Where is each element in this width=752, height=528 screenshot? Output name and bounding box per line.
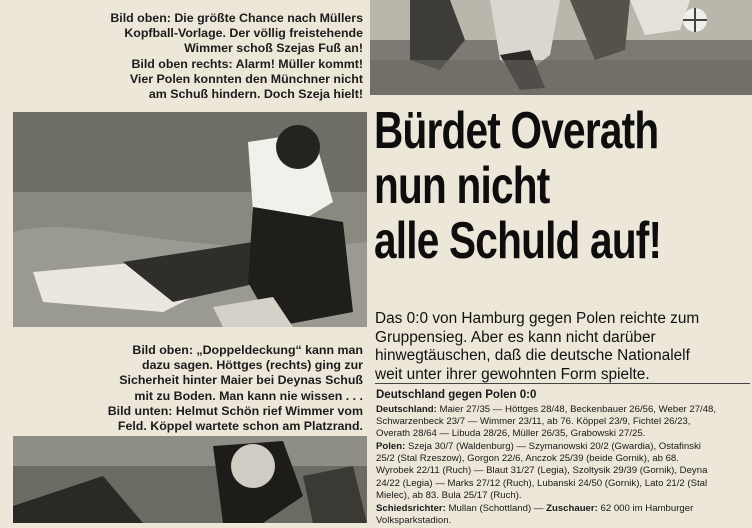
- caption-top-line: Kopfball-Vorlage. Der völlig freistehende: [124, 26, 363, 41]
- germany-text: Maier 27/35 — Höttges 28/48, Beckenbauer 26/56, Weber 27/48,: [436, 404, 717, 415]
- photo-top-right-image: [370, 0, 752, 95]
- divider-rule: [375, 383, 750, 384]
- stats-spectators-line: Volksparkstadion.: [376, 514, 452, 526]
- poland-text: Szeja 30/7 (Waldenburg) — Szymanowski 20/2 (Gwardia), Ostafinski: [405, 441, 701, 453]
- stats-referee-line: [376, 503, 750, 515]
- lead-line: Gruppensieg. Aber es kann nicht darüber: [375, 328, 656, 346]
- stats-title: Deutschland gegen Polen 0:0: [376, 389, 537, 401]
- caption-top-line: am Schuß hindern. Doch Szeja hielt!: [148, 87, 363, 102]
- caption-middle-line: mit zu Boden. Man kann nie wissen . . .: [134, 388, 363, 403]
- photo-bottom-left: [13, 436, 367, 523]
- stats-germany: [376, 404, 750, 440]
- caption-middle-line: Feld. Köppel wartete schon am Platzrand.: [117, 419, 363, 434]
- stats-germany-line: Overath 28/64 — Libuda 28/26, Müller 26/35, Grabowski 27/25.: [376, 428, 646, 440]
- photo-top-right: [370, 0, 752, 95]
- caption-top-line: Vier Polen konnten den Münchner nicht: [129, 71, 363, 86]
- stats-referee: [376, 503, 750, 527]
- stats-poland-line: 25/2 (Stal Rzeszow), Gorgon 22/6, Anczok 25/39 (beide Gornik), ab 68.: [376, 453, 679, 465]
- lead-line: hinwegtäuschen, daß die deutsche Nationalelf: [375, 347, 690, 364]
- germany-label: Deutschland:: [376, 404, 437, 415]
- caption-middle-line: Bild unten: Helmut Schön rief Wimmer vom: [107, 403, 363, 418]
- headline-line: Bürdet Overath: [374, 102, 659, 160]
- stats-germany-line: Schwarzenbeck 23/7 — Wimmer 23/11, ab 76. Köppel 23/9, Fichtel 26/23,: [376, 416, 691, 428]
- stats-poland-line: Mielec), ab 83. Bula 25/17 (Ruch).: [376, 489, 522, 501]
- lead-paragraph: [375, 310, 750, 384]
- lead-line: Das 0:0 von Hamburg gegen Polen reichte zum: [375, 310, 700, 327]
- match-stats: [376, 388, 750, 528]
- stats-poland-line-1: [376, 441, 750, 453]
- headline-line: nun nicht: [374, 157, 550, 215]
- caption-middle-line: Sicherheit hinter Maier bei Deynas Schuß: [119, 373, 363, 388]
- photo-middle-left: [13, 112, 367, 327]
- headline-line: alle Schuld auf!: [374, 212, 662, 270]
- stats-poland-line: 24/22 (Legia) — Marks 27/12 (Ruch), Lubanski 24/50 (Gornik), Lato 21/2 (Stal: [376, 477, 708, 489]
- lead-line: weit unter ihrer gewohnten Form spielte.: [375, 365, 650, 383]
- photo-bottom-left-image: [13, 436, 367, 523]
- headline: [374, 104, 752, 269]
- caption-top-line: Bild oben: Die größte Chance nach Müllers: [110, 11, 363, 25]
- caption-top: [110, 11, 363, 102]
- photo-middle-left-image: [13, 112, 367, 327]
- poland-label: Polen:: [376, 441, 406, 453]
- stats-poland: [376, 441, 750, 501]
- spectators-value: 62 000 im Hamburger: [597, 502, 694, 514]
- caption-middle: [108, 343, 363, 434]
- stats-poland-line: Wyrobek 22/11 (Ruch) — Blaut 31/27 (Legia), Szoltysik 29/39 (Gornik), Deyna: [376, 465, 708, 477]
- caption-top-line: Wimmer schoß Szejas Fuß an!: [184, 41, 363, 56]
- referee-value: Mullan (Schottland) —: [445, 502, 547, 514]
- spectators-label: Zuschauer:: [546, 502, 598, 514]
- stats-germany-line-1: [376, 404, 750, 416]
- referee-label: Schiedsrichter:: [376, 502, 446, 514]
- caption-top-line: Bild oben rechts: Alarm! Müller kommt!: [131, 56, 363, 71]
- caption-middle-line: dazu sagen. Höttges (rechts) ging zur: [142, 358, 363, 373]
- caption-middle-line: Bild oben: „Doppeldeckung“ kann man: [132, 343, 363, 357]
